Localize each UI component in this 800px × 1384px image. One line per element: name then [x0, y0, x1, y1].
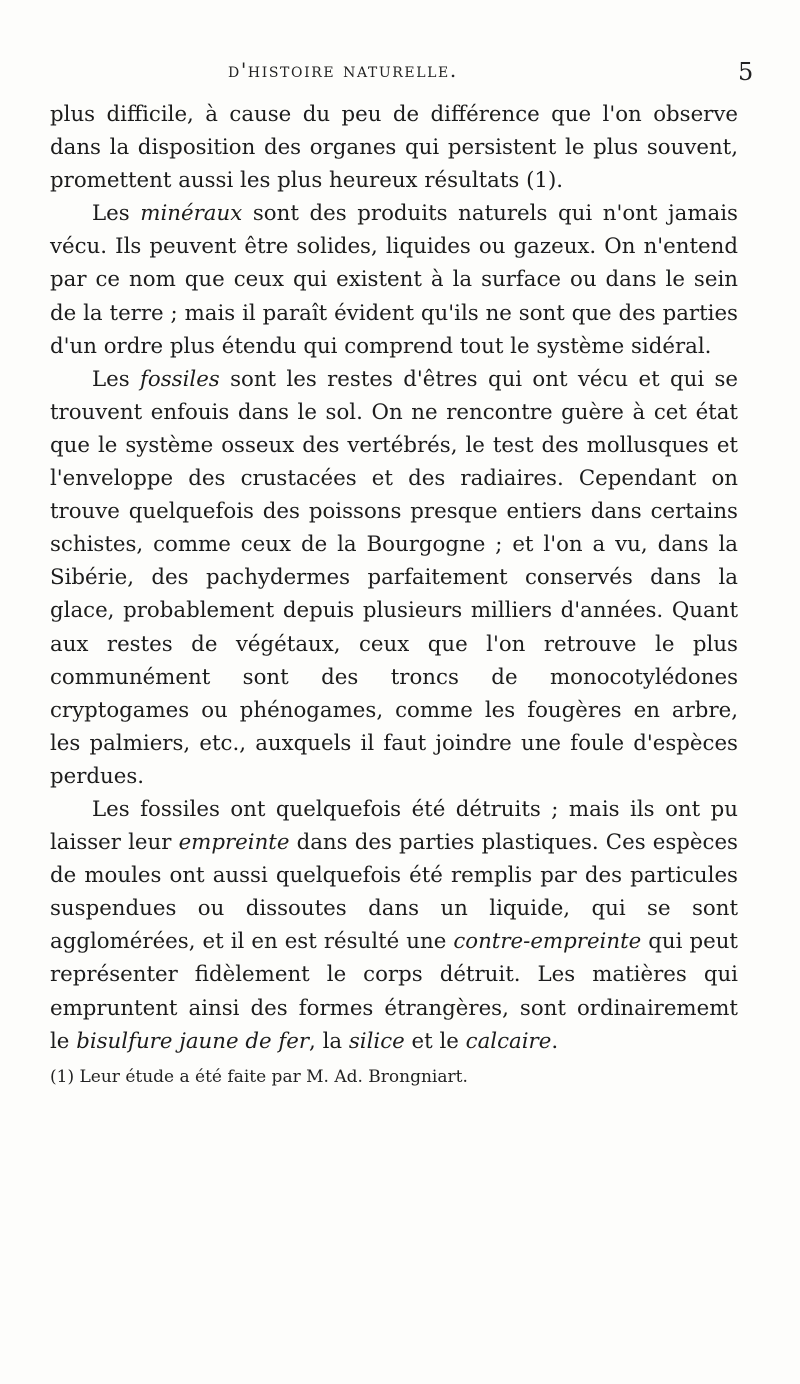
italic-term: minéraux [140, 201, 243, 227]
italic-term: contre-empreinte [453, 929, 642, 955]
running-title: d'histoire naturelle. [228, 58, 458, 82]
body-text [50, 98, 738, 1058]
text-run: Les [92, 201, 141, 227]
paragraph [50, 98, 738, 197]
italic-term: bisulfure jaune de fer [76, 1028, 310, 1054]
text-run: . [551, 1028, 559, 1054]
text-run: qui peut représenter fidèlement le corps détruit. Les matières qui empruntent ainsi des formes étrangères, sont ordinairememt le [50, 929, 738, 1054]
italic-term: fossiles [140, 366, 220, 392]
text-run: , la [309, 1028, 349, 1054]
text-run: et le [404, 1028, 466, 1054]
text-run: sont des produits naturels qui n'ont jamais vécu. Ils peuvent être solides, liquides ou gazeux. On n'entend par ce nom que ceux qui existent à la surface ou dans le sein de la terre ; mais il paraît évident qu'ils ne sont que des parties d'un ordre plus étendu qui comprend tout le système sidéral. [50, 201, 738, 359]
text-run: Les fossiles ont quelquefois été détruits ; mais ils ont pu laisser leur [50, 796, 738, 856]
page-number: 5 [738, 58, 754, 86]
text-run: Les [92, 366, 141, 392]
running-head [0, 58, 800, 88]
text-run: sont les restes d'êtres qui ont vécu et qui se trouvent enfouis dans le sol. On ne rencontre guère à cet état que le système osseux des vertébrés, le test des mollusques et l'enveloppe des crustacées et des radiaires. Cependant on trouve quelquefois des poissons presque entiers dans certains schistes, comme ceux de la Bourgogne ; et l'on a vu, dans la Sibérie, des pachydermes parfaitement conservés dans la glace, probablement depuis plusieurs milliers d'années. Quant aux restes de végétaux, ceux que l'on retrouve le plus communément sont des troncs de monocotylédones cryptogames ou phénogames, comme les fougères en arbre, les palmiers, etc., auxquels il faut joindre une foule d'espèces perdues. [50, 366, 738, 789]
paragraph [50, 197, 738, 362]
italic-term: calcaire [465, 1028, 552, 1054]
text-run: plus difficile, à cause du peu de différence que l'on observe dans la disposition des organes qui persistent le plus souvent, promettent aussi les plus heureux résultats (1). [50, 102, 738, 194]
paragraph [50, 793, 738, 1058]
italic-term: empreinte [178, 830, 290, 856]
footnote: (1) Leur étude a été faite par M. Ad. Brongniart. [50, 1067, 468, 1087]
italic-term: silice [348, 1028, 405, 1054]
paragraph [50, 363, 738, 793]
text-run: dans des parties plastiques. Ces espèces de moules ont aussi quelquefois été remplis par des particules suspendues ou dissoutes dans un liquide, qui se sont agglomérées, et il en est résulté une [50, 830, 738, 955]
